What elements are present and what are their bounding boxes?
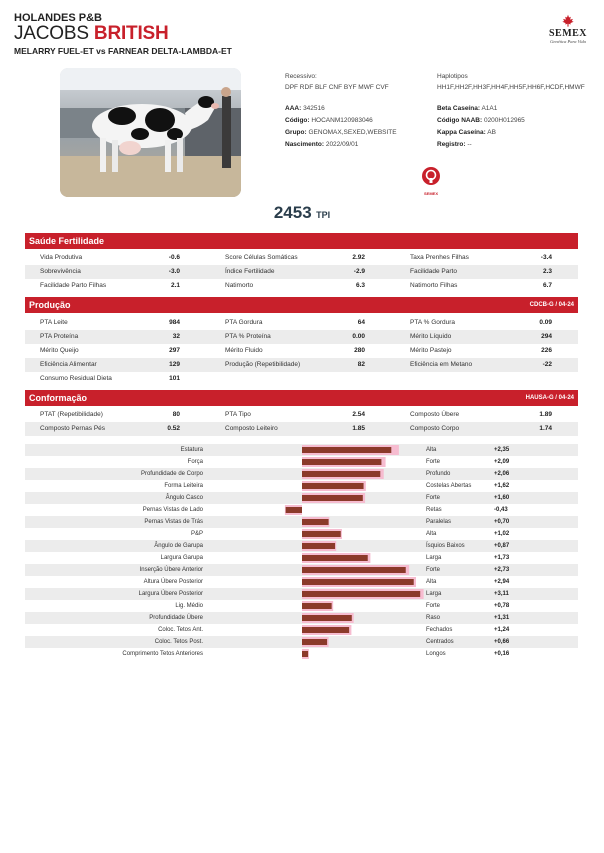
bull-name-brand: BRITISH	[93, 23, 169, 44]
stat-label: Taxa Prenhes Filhas	[410, 254, 469, 261]
trait-value-label: +0,70	[494, 519, 510, 525]
trait-bar	[302, 603, 332, 609]
stat-label: Composto Leiteiro	[225, 425, 278, 432]
stat-value: 80	[172, 411, 180, 418]
trait-bar	[302, 471, 380, 477]
tpi-unit: TPI	[316, 210, 331, 220]
trait-value-label: -0,43	[494, 507, 508, 513]
bull-name	[14, 23, 169, 45]
saude-row	[25, 279, 578, 293]
stat-label: Mérito Queijo	[40, 347, 79, 354]
stat-label: Sobrevivência	[40, 268, 81, 275]
beta-field	[437, 106, 497, 113]
section-producao-title: Produção	[29, 300, 71, 310]
producao-row	[25, 316, 578, 330]
beta-value: A1A1	[481, 105, 498, 112]
haplotipos-label: Haplotipos	[437, 73, 468, 80]
nascimento-label: Nascimento:	[285, 141, 325, 148]
saude-row	[25, 265, 578, 279]
trait-bar	[302, 651, 308, 657]
trait-descriptor: Centrados	[426, 639, 454, 645]
trait-name: Pernas Vistas de Trás	[144, 519, 203, 525]
trait-bar	[302, 627, 349, 633]
trait-bar	[302, 579, 414, 585]
trait-descriptor: Forte	[426, 567, 441, 573]
stat-value: 2.1	[170, 282, 180, 289]
trait-bar	[302, 447, 391, 453]
section-producao-header	[25, 297, 578, 313]
trait-name: Ângulo de Garupa	[154, 543, 203, 549]
trait-bar	[302, 555, 368, 561]
trait-name: Coloc. Tetos Post.	[154, 639, 203, 645]
maple-leaf-icon	[561, 14, 575, 28]
semex-badge-text: SEMEX	[423, 191, 438, 196]
logo-word: SEMEX	[548, 28, 588, 39]
trait-name: Profundidade de Corpo	[140, 471, 203, 477]
breed-label: HOLANDES P&B	[14, 12, 103, 24]
section-conformacao-tag: HAUSA-G / 04-24	[525, 395, 574, 401]
trait-value-label: +1,62	[494, 483, 510, 489]
bull-photo	[60, 68, 241, 197]
section-producao-tag: CDCB-G / 04-24	[529, 302, 574, 308]
stat-label: Composto Úbere	[410, 411, 460, 418]
trait-name: Comprimento Tetos Anteriores	[122, 651, 203, 657]
codigo-label: Código:	[285, 117, 310, 124]
trait-name: Largura Garupa	[160, 555, 203, 561]
semex-badge	[420, 166, 442, 196]
trait-name: Forma Leiteira	[164, 483, 203, 489]
trait-bar	[302, 519, 329, 525]
trait-descriptor: Forte	[426, 495, 441, 501]
stat-value: 6.7	[542, 282, 552, 289]
stat-value: 32	[172, 333, 180, 340]
stat-value: 2.3	[542, 268, 552, 275]
aaa-label: AAA:	[285, 105, 302, 112]
tpi-display	[0, 203, 604, 223]
stat-value: 0.52	[167, 425, 180, 432]
stat-label: Índice Fertilidade	[225, 268, 275, 275]
stat-value: 226	[541, 347, 552, 354]
trait-value-label: +1,24	[494, 627, 510, 633]
stat-value: -22	[542, 361, 552, 368]
trait-bar	[302, 543, 335, 549]
stat-value: 82	[357, 361, 365, 368]
stat-label: Mérito Pastejo	[410, 347, 452, 354]
trait-name: Profundidade Úbere	[149, 615, 203, 621]
trait-descriptor: Alta	[426, 579, 437, 585]
trait-bar	[302, 531, 341, 537]
stat-value: 101	[169, 375, 180, 382]
stat-label: Natimorto Filhas	[410, 282, 458, 289]
stat-value: 1.74	[539, 425, 552, 432]
stat-label: Score Células Somáticas	[225, 254, 298, 261]
nascimento-value: 2022/09/01	[325, 141, 359, 148]
trait-name: Lig. Médio	[175, 603, 203, 609]
section-saude-header	[25, 233, 578, 249]
trait-value-label: +0,66	[494, 639, 510, 645]
trait-descriptor: Larga	[426, 555, 442, 561]
trait-name: Pernas Vistas de Lado	[142, 507, 203, 513]
trait-name: Inserção Úbere Anterior	[139, 567, 203, 573]
stat-value: 297	[169, 347, 180, 354]
trait-name: Força	[187, 459, 203, 465]
trait-name: Altura Úbere Posterior	[143, 579, 203, 585]
trait-value-label: +0,87	[494, 543, 510, 549]
stat-value: 1.85	[352, 425, 365, 432]
trait-descriptor: Fechados	[426, 627, 453, 633]
trait-value-label: +1,60	[494, 495, 510, 501]
stat-label: PTAT (Repetibilidade)	[40, 411, 103, 418]
trait-descriptor: Paralelas	[426, 519, 452, 525]
haplotipos-value: HH1F,HH2F,HH3F,HH4F,HH5F,HH6F,HCDF,HMWF	[437, 84, 585, 91]
stat-value: 2.92	[352, 254, 365, 261]
kappa-label: Kappa Caseína:	[437, 129, 486, 136]
stat-value: 294	[541, 333, 552, 340]
stat-value: 64	[357, 319, 365, 326]
trait-value-label: +1,02	[494, 531, 510, 537]
stat-label: PTA Tipo	[225, 411, 251, 418]
tpi-value: 2453	[273, 203, 312, 222]
trait-bar	[302, 567, 406, 573]
grupo-label: Grupo:	[285, 129, 307, 136]
section-conformacao-header	[25, 390, 578, 406]
trait-descriptor: Forte	[426, 603, 441, 609]
naab-field	[437, 118, 525, 125]
trait-descriptor: Alta	[426, 531, 437, 537]
kappa-field	[437, 130, 496, 137]
trait-value-label: +3,11	[494, 591, 509, 597]
stat-value: -3.0	[168, 268, 180, 275]
stat-label: Natimorto	[225, 282, 254, 289]
conformacao-row	[25, 408, 578, 422]
trait-bar	[302, 495, 363, 501]
stat-value: 0.09	[539, 319, 552, 326]
stat-label: Eficiência Alimentar	[40, 361, 97, 368]
grupo-field	[285, 130, 397, 137]
trait-name: P&P	[190, 531, 203, 537]
stat-value	[305, 372, 365, 386]
stat-value: 1.89	[539, 411, 552, 418]
registro-label: Registro:	[437, 141, 466, 148]
trait-name: Estatura	[180, 447, 203, 453]
aaa-value: 342516	[303, 105, 325, 112]
beta-label: Beta Caseína:	[437, 105, 480, 112]
naab-label: Código NAAB:	[437, 117, 483, 124]
trait-descriptor: Longos	[426, 651, 446, 657]
stat-label: Consumo Residual Dieta	[40, 375, 112, 382]
logo-tagline: Genética Para Vida	[550, 39, 586, 44]
stat-label: PTA % Proteína	[225, 333, 271, 340]
recessivo-value: DPF RDF BLF CNF BYF MWF CVF	[285, 84, 389, 91]
pedigree: MELARRY FUEL-ET vs FARNEAR DELTA-LAMBDA-ET	[14, 46, 232, 56]
trait-value-label: +0,78	[494, 603, 510, 609]
stat-value: -3.4	[540, 254, 552, 261]
trait-descriptor: Retas	[426, 507, 442, 513]
codigo-field	[285, 118, 373, 125]
stat-label: Produção (Repetibilidade)	[225, 361, 301, 368]
semex-logo	[540, 14, 596, 44]
trait-descriptor: Ísquios Baixos	[426, 543, 465, 549]
trait-value-label: +2,73	[494, 567, 510, 573]
trait-descriptor: Costelas Abertas	[426, 483, 472, 489]
trait-name: Ângulo Casco	[165, 495, 203, 501]
stat-value: 984	[169, 319, 180, 326]
trait-descriptor: Alta	[426, 447, 437, 453]
trait-value-label: +1,31	[494, 615, 510, 621]
linear-traits-chart	[25, 444, 578, 660]
grupo-value: GENOMAX,SEXED,WEBSITE	[308, 129, 397, 136]
trait-value-label: +2,09	[494, 459, 510, 465]
trait-descriptor: Forte	[426, 459, 441, 465]
trait-value-label: +2,35	[494, 447, 510, 453]
producao-row	[25, 372, 578, 386]
producao-row	[25, 330, 578, 344]
codigo-value: HOCANM120983046	[311, 117, 373, 124]
kappa-value: AB	[487, 129, 496, 136]
stat-label: Eficiência em Metano	[410, 361, 473, 368]
trait-descriptor: Raso	[426, 615, 441, 621]
trait-value-label: +0,16	[494, 651, 510, 657]
stat-value: 6.3	[355, 282, 365, 289]
stat-label: Composto Corpo	[410, 425, 460, 432]
trait-name: Coloc. Tetos Ant.	[158, 627, 203, 633]
trait-bar	[302, 459, 381, 465]
trait-bar	[302, 591, 420, 597]
trait-bar	[302, 615, 352, 621]
stat-value	[492, 372, 552, 386]
registro-field	[437, 142, 472, 149]
stat-label: Vida Produtiva	[40, 254, 83, 261]
bull-name-prefix: JACOBS	[14, 23, 89, 44]
naab-value: 0200H012965	[483, 117, 525, 124]
stat-value: 129	[169, 361, 180, 368]
section-conformacao-title: Conformação	[29, 393, 88, 403]
stat-value: -2.9	[353, 268, 365, 275]
aaa-field	[285, 106, 325, 113]
stat-label: Mérito Líquido	[410, 333, 452, 340]
trait-value-label: +1,73	[494, 555, 510, 561]
semex-badge-icon	[421, 166, 441, 186]
stat-value: 280	[354, 347, 365, 354]
registro-value: --	[467, 141, 472, 148]
producao-row	[25, 344, 578, 358]
stat-value: 0.00	[352, 333, 365, 340]
stat-label: PTA Proteína	[40, 333, 79, 340]
section-saude-title: Saúde Fertilidade	[29, 236, 105, 246]
stat-label: Composto Pernas Pés	[40, 425, 106, 432]
stat-label: PTA Leite	[40, 319, 68, 326]
trait-value-label: +2,06	[494, 471, 510, 477]
stat-label: PTA % Gordura	[410, 319, 456, 326]
stat-value: -0.6	[168, 254, 180, 261]
stat-label: PTA Gordura	[225, 319, 263, 326]
conformacao-row	[25, 422, 578, 436]
stat-label: Facilidade Parto Filhas	[40, 282, 107, 289]
trait-value-label: +2,94	[494, 579, 510, 585]
recessivo-label: Recessivo:	[285, 73, 317, 80]
trait-bar	[302, 639, 327, 645]
trait-bar	[302, 483, 364, 489]
trait-bar	[286, 507, 302, 513]
stat-label: Mérito Fluido	[225, 347, 263, 354]
stat-label: Facilidade Parto	[410, 268, 457, 275]
trait-name: Largura Úbere Posterior	[138, 591, 203, 597]
nascimento-field	[285, 142, 358, 149]
stat-value: 2.54	[352, 411, 365, 418]
saude-row	[25, 251, 578, 265]
producao-row	[25, 358, 578, 372]
trait-descriptor: Larga	[426, 591, 442, 597]
trait-descriptor: Profundo	[426, 471, 451, 477]
